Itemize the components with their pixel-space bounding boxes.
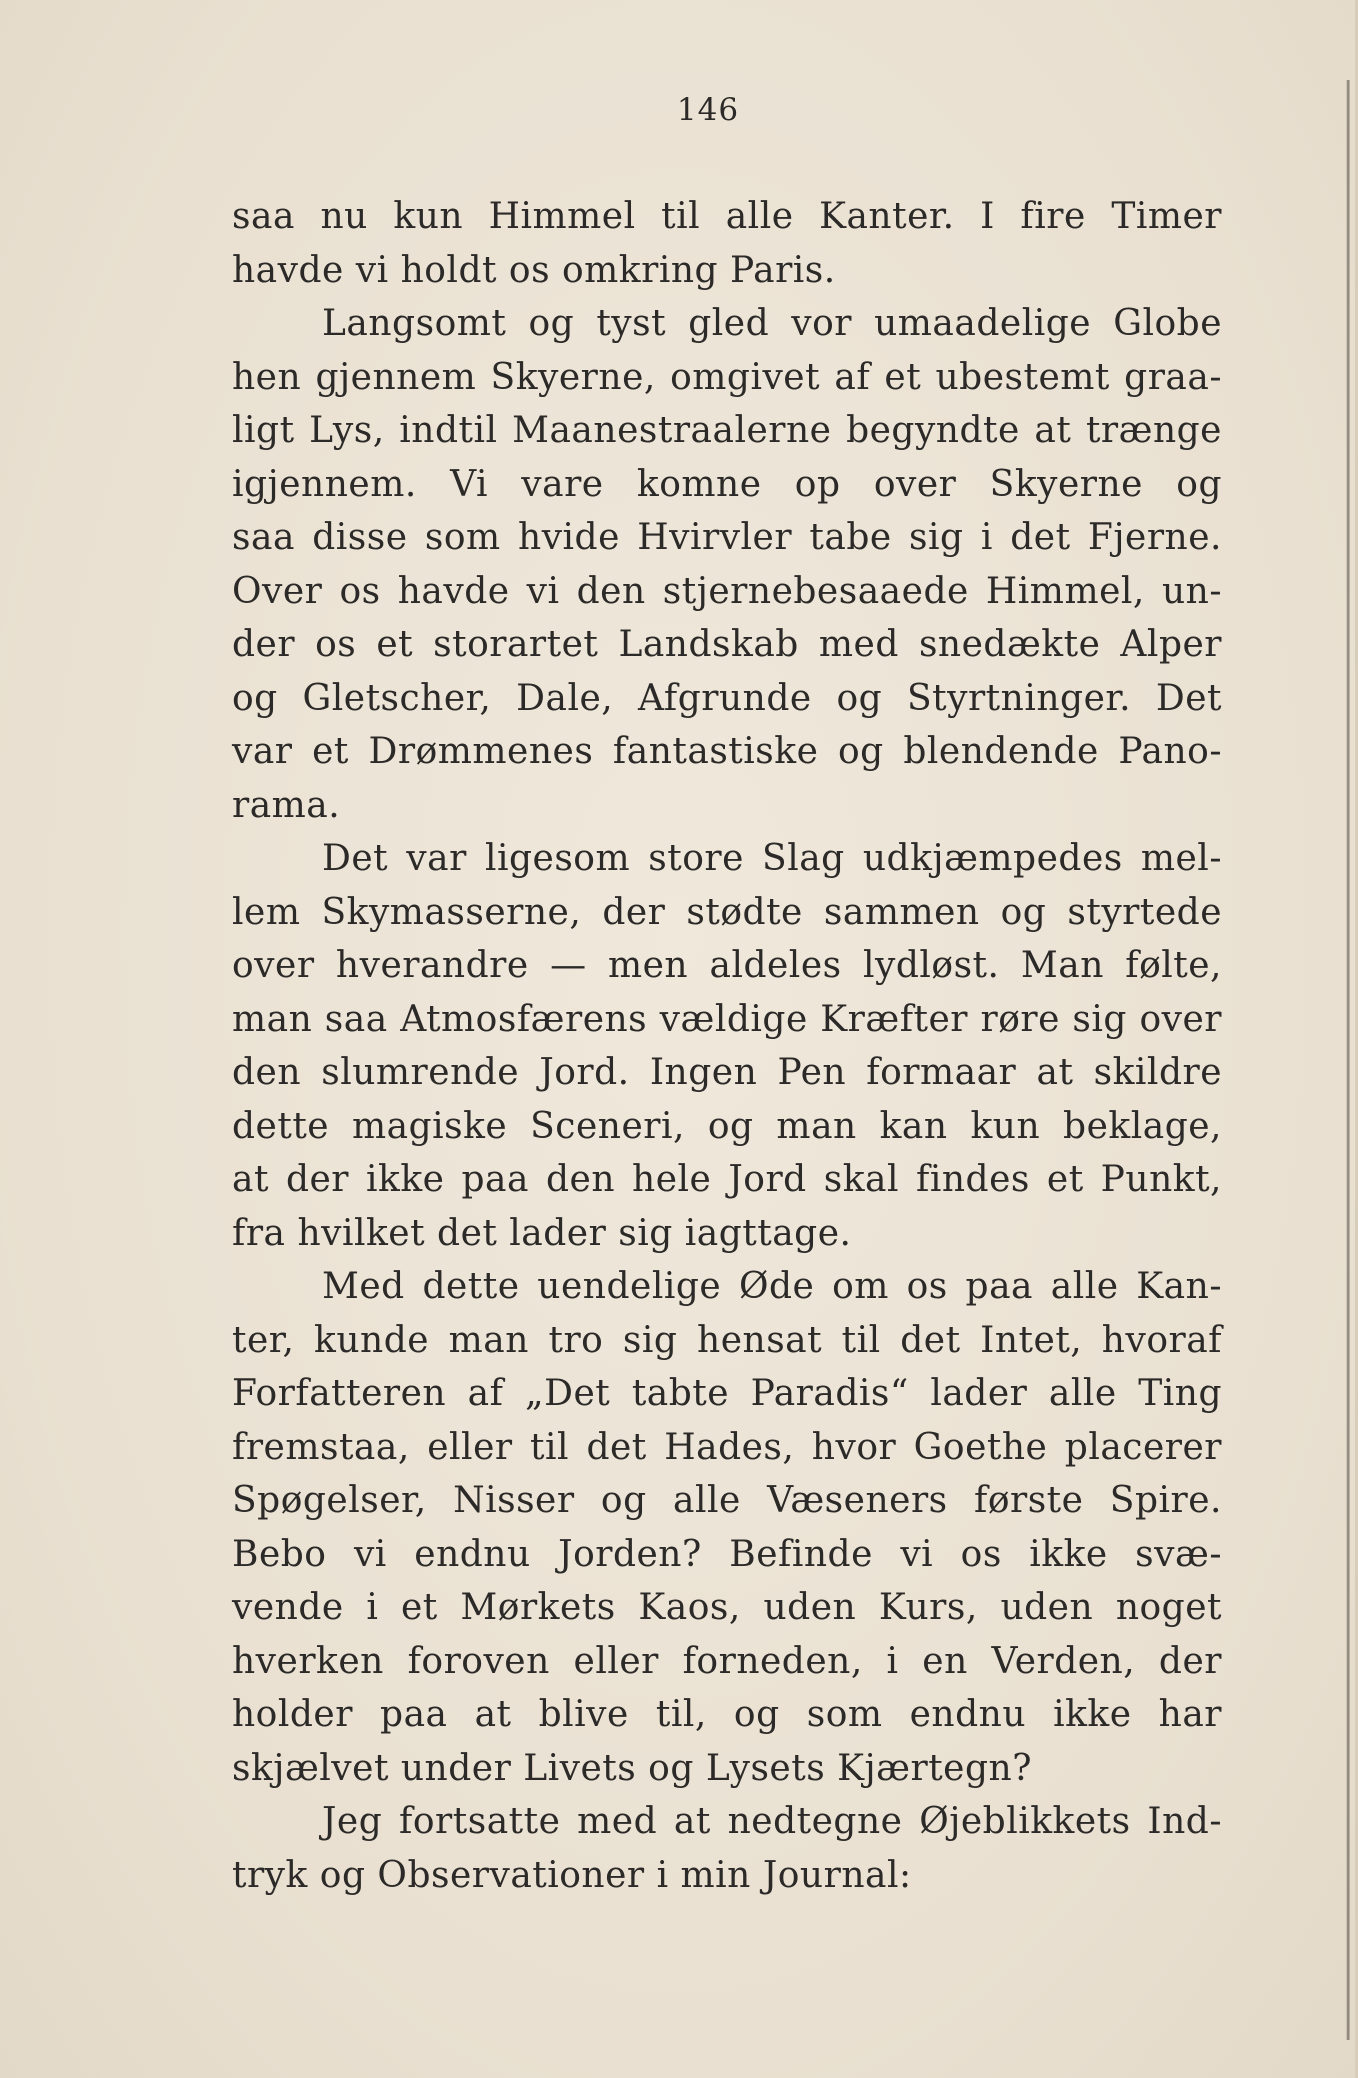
text-line: fra hvilket det lader sig iagttage. xyxy=(232,1212,852,1254)
text-line: var et Drømmenes fantastiske og blendende Pano- xyxy=(232,731,1222,772)
text-line: ter, kunde man tro sig hensat til det Intet, hvoraf xyxy=(232,1319,1222,1361)
text-line: tryk og Observationer i min Journal: xyxy=(232,1854,912,1896)
text-line: hverken foroven eller forneden, i en Verden, der xyxy=(232,1640,1222,1682)
text-line: og Gletscher, Dale, Afgrunde og Styrtninger. Det xyxy=(232,677,1222,719)
text-line: Jeg fortsatte med at nedtegne Øjeblikkets Ind- xyxy=(322,1801,1222,1842)
text-line: Det var ligesom store Slag udkjæmpedes mel- xyxy=(322,838,1222,879)
text-line: lem Skymasserne, der stødte sammen og styrtede xyxy=(232,891,1222,933)
text-line: fremstaa, eller til det Hades, hvor Goethe placerer xyxy=(232,1426,1222,1468)
text-line: ligt Lys, indtil Maanestraalerne begyndte at trænge xyxy=(232,410,1222,451)
text-line: Forfatteren af „Det tabte Paradis“ lader alle Ting xyxy=(232,1373,1222,1414)
text-line: Over os havde vi den stjernebesaaede Himmel, un- xyxy=(232,570,1222,612)
page-edge-shadow xyxy=(1346,80,1350,2040)
text-line: saa disse som hvide Hvirvler tabe sig i det Fjerne. xyxy=(232,517,1222,558)
text-line: at der ikke paa den hele Jord skal findes et Punkt, xyxy=(232,1159,1222,1200)
text-line: Spøgelser, Nisser og alle Væseners første Spire. xyxy=(232,1480,1222,1521)
text-line: Bebo vi endnu Jorden? Befinde vi os ikke svæ- xyxy=(232,1533,1222,1575)
body-text xyxy=(232,190,1222,1902)
text-line: igjennem. Vi vare komne op over Skyerne og xyxy=(232,463,1222,505)
text-line: den slumrende Jord. Ingen Pen formaar at skildre xyxy=(232,1052,1222,1093)
text-line: holder paa at blive til, og som endnu ikke har xyxy=(232,1694,1222,1735)
text-line: man saa Atmosfærens vældige Kræfter røre sig over xyxy=(232,998,1222,1040)
text-line: hen gjennem Skyerne, omgivet af et ubestemt graa- xyxy=(232,356,1222,398)
text-line: Med dette uendelige Øde om os paa alle Kan- xyxy=(322,1266,1222,1307)
text-line: over hverandre — men aldeles lydløst. Man følte, xyxy=(232,945,1222,986)
text-line: der os et storartet Landskab med snedækte Alper xyxy=(232,624,1222,665)
text-line: saa nu kun Himmel til alle Kanter. I fire Timer xyxy=(232,196,1222,237)
text-line: Langsomt og tyst gled vor umaadelige Globe xyxy=(322,303,1222,344)
page-number: 146 xyxy=(676,92,740,128)
text-line: dette magiske Sceneri, og man kan kun beklage, xyxy=(232,1105,1222,1147)
text-line: havde vi holdt os omkring Paris. xyxy=(232,249,836,291)
text-line: vende i et Mørkets Kaos, uden Kurs, uden noget xyxy=(232,1587,1222,1628)
text-line: rama. xyxy=(232,784,341,826)
text-line: skjælvet under Livets og Lysets Kjærtegn? xyxy=(232,1747,1033,1789)
